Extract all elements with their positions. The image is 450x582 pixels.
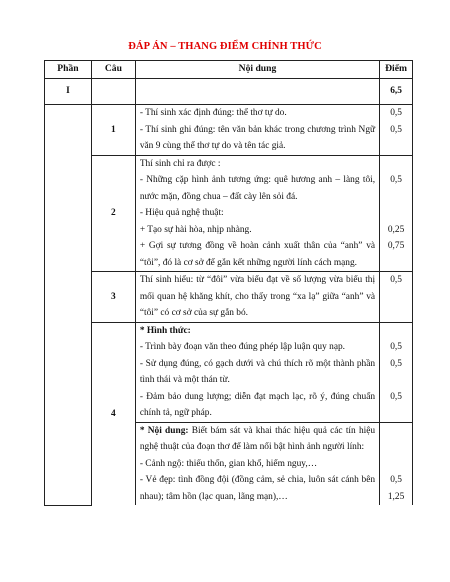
question-number-1: 1	[91, 105, 135, 156]
answer-table	[44, 60, 413, 506]
question-content-3: Thí sinh hiểu: từ “đôi” vừa biểu đạt về số lượng vừa biểu thị mối quan hệ khăng khít, cho thấy trong “xa lạ” giữa “anh” và “tôi” có cơ sở của sự gắn bó.	[135, 272, 379, 323]
q2-score-b: 0,25	[387, 224, 405, 235]
question-score-3: 0,5	[380, 272, 413, 323]
q4-content-title: * Nội dung:	[139, 425, 189, 436]
question-number-3: 3	[91, 272, 135, 323]
q4-form-score-c: 0,5	[390, 391, 402, 402]
document-title: ĐÁP ÁN – THANG ĐIỂM CHÍNH THỨC	[128, 41, 322, 52]
part-label: I	[45, 79, 92, 105]
header-cau: Câu	[91, 61, 135, 79]
q2-score-a: 0,5	[390, 175, 402, 185]
question-row-1	[45, 105, 413, 156]
q2-intro: Thí sinh chỉ ra được :	[139, 158, 221, 169]
q4-form-score-b: 0,5	[390, 358, 402, 369]
question-number-4: 4	[91, 322, 135, 505]
q2-line-4: + Gợi sự tương đồng về hoàn cảnh xuất thân của “anh” và “tôi”, đó là cơ sở để gắn kết những người lính cách mạng.	[139, 241, 376, 268]
q2-score-c: 0,75	[387, 241, 405, 251]
q2-line-2: - Hiệu quả nghệ thuật:	[139, 208, 224, 218]
header-diem: Điểm	[380, 61, 413, 79]
q4-content-line-2: - Vẻ đẹp: tình đồng đội (đồng cảm, sẻ chia, luôn sát cánh bên nhau); tâm hồn (lạc quan, lãng mạn),…	[139, 475, 376, 502]
q4-content-score-a: 0,5	[390, 475, 402, 485]
part-row	[45, 79, 413, 105]
q2-line-1: - Những cặp hình ảnh tương ứng: quê hương anh – làng tôi, nước mặn, đồng chua – đất cày lên sỏi đá.	[139, 175, 376, 202]
question-number-2: 2	[91, 155, 135, 272]
question-score-4	[380, 322, 413, 505]
q1-line-1: - Thí sinh xác định đúng: thể thơ tự do.	[139, 108, 287, 118]
q4-form-line-1: - Trình bày đoạn văn theo đúng phép lập luận quy nạp.	[139, 342, 346, 352]
q1-line-2: - Thí sinh ghi đúng: tên văn bản khác trong chương trình Ngữ văn 9 cùng thể thơ tự do và tên tác giả.	[139, 124, 376, 151]
question-content-4	[135, 322, 379, 505]
question-content-2	[135, 155, 379, 272]
q4-form-title: * Hình thức:	[139, 325, 191, 336]
q4-form-line-3: - Đảm bảo dung lượng; diễn đạt mạch lạc, rõ ý, đúng chuẩn chính tả, ngữ pháp.	[139, 391, 376, 418]
question-row-2	[45, 155, 413, 272]
q1-score-b: 0,5	[390, 124, 402, 135]
question-score-1	[380, 105, 413, 156]
header-phan: Phần	[45, 61, 92, 79]
q1-score-a: 0,5	[390, 108, 402, 118]
question-row-3	[45, 272, 413, 323]
q2-line-3: + Tạo sự hài hòa, nhịp nhàng.	[139, 224, 252, 235]
q4-form-line-2: - Sử dụng đúng, có gạch dưới và chú thích rõ một thành phần tình thái và một thán từ.	[139, 358, 376, 385]
q4-content-score-b: 1,25	[387, 491, 405, 502]
q4-form-block	[136, 323, 379, 423]
header-row	[45, 61, 413, 79]
header-noidung: Nội dung	[135, 61, 379, 79]
q4-content-intro: Biết bám sát và khai thác hiệu quả các tín hiệu nghệ thuật của đoạn thơ để làm nổi bật hình ảnh người lính:	[139, 425, 376, 452]
q4-form-score-a: 0,5	[390, 342, 402, 352]
q4-content-line-1: - Cảnh ngộ: thiếu thốn, gian khổ, hiểm nguy,…	[139, 458, 318, 469]
question-score-2	[380, 155, 413, 272]
question-row-4	[45, 322, 413, 505]
question-content-1	[135, 105, 379, 156]
q4-content-block	[136, 423, 379, 506]
part-score: 6,5	[380, 79, 413, 105]
